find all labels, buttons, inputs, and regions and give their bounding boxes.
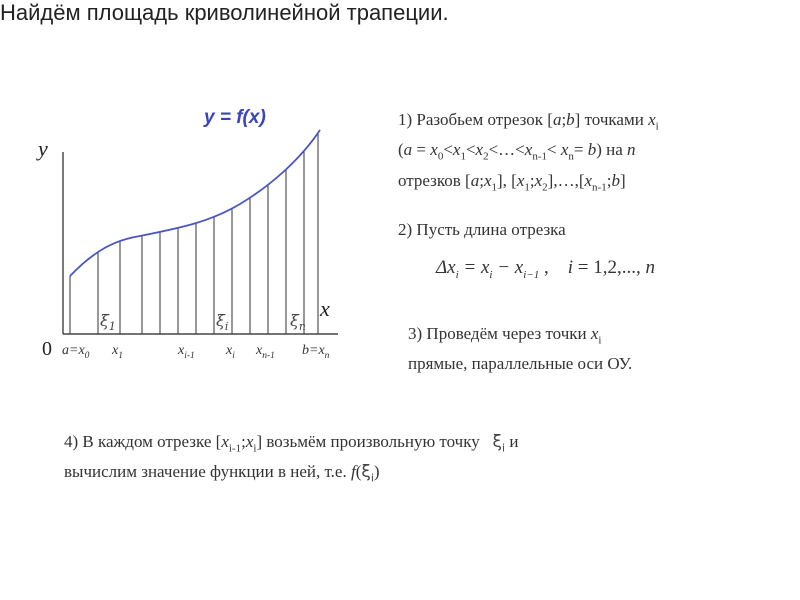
strip-lines <box>70 133 318 334</box>
trapezoid-graph <box>0 0 380 380</box>
step-3-text: 3) Проведём через точки $x_i$ прямые, параллельные оси ОУ. <box>408 324 633 374</box>
xi-label: $\xi_i$ <box>216 311 229 333</box>
y-axis-label: y <box>38 136 48 161</box>
tick-label: $b=x_n$ <box>302 343 330 361</box>
tick-label: $a=x_0$ <box>62 343 90 361</box>
origin-label: 0 <box>42 338 52 360</box>
x-axis-label: x <box>320 296 330 321</box>
slide-title: Найдём площадь криволинейной трапеции. <box>0 0 449 25</box>
step-4-text: 4) В каждом отрезке $[x_{i-1};x_i]$ возьмём произвольную точку $\xi_i$ и вычислим значение функции в ней, т.е. $f(\xi_i)$ <box>64 432 519 485</box>
function-curve <box>70 130 320 276</box>
step-2-text: 2) Пусть длина отрезка <box>398 220 566 239</box>
xi-label: $\xi_1$ <box>100 311 116 333</box>
tick-label: $x_{i-1}$ <box>178 343 195 361</box>
xi-label: $\xi_n$ <box>290 311 306 333</box>
step-1-text: 1) Разобьем отрезок [a;b] точками $x_i$ $(a = x_0<x_1<x_2<\dots<x_{n-1}< x_n= b)$ на n отрезков $[a;x_1]$, $[x_1;x_2],\dots,[x_{n-1};b]$ <box>398 110 659 194</box>
delta-x-formula: $\Delta x_i = x_i - x_{i-1}$ , i = 1,2,..., n <box>436 257 655 281</box>
curve-label: y = f(x) <box>204 107 266 128</box>
tick-label: $x_{n-1}$ <box>256 343 275 361</box>
tick-label: $x_1$ <box>112 343 123 361</box>
tick-label: $x_i$ <box>226 343 235 361</box>
